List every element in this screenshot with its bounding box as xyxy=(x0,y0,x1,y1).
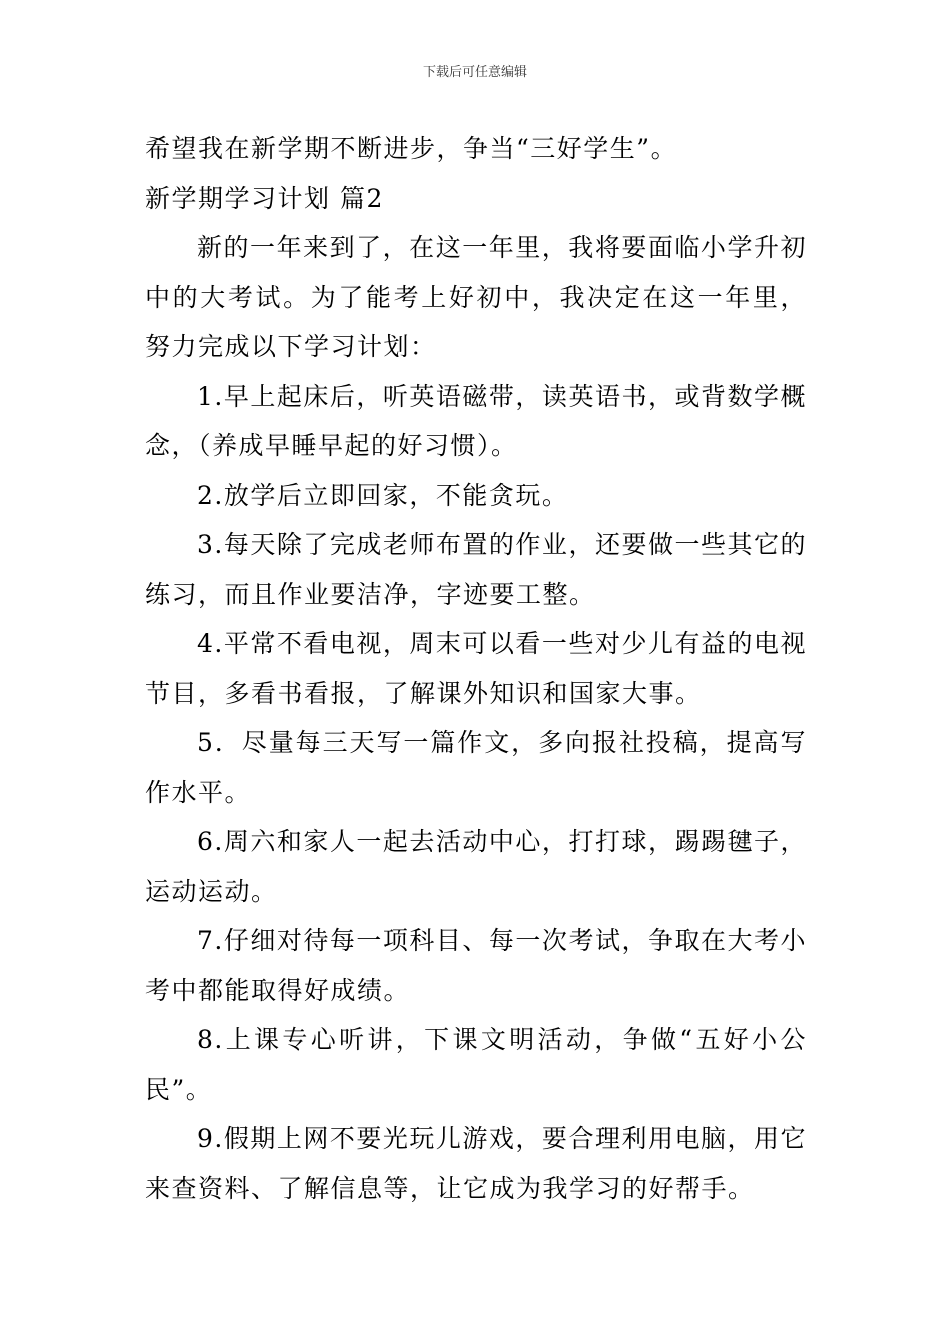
plan-item-7: 7.仔细对待每一项科目、每一次考试，争取在大考小考中都能取得好成绩。 xyxy=(145,926,807,1005)
intro-paragraph: 新的一年来到了，在这一年里，我将要面临小学升初中的大考试。为了能考上好初中，我决定在这一年里，努力完成以下学习计划： xyxy=(145,233,807,361)
plan-item-1: 1.早上起床后，听英语磁带，读英语书，或背数学概念，（养成早睡早起的好习惯）。 xyxy=(145,381,807,460)
plan-item-9: 9.假期上网不要光玩儿游戏，要合理利用电脑，用它来查资料、了解信息等，让它成为我学习的好帮手。 xyxy=(145,1124,807,1203)
plan-item-2: 2.放学后立即回家，不能贪玩。 xyxy=(197,480,569,510)
document-body xyxy=(145,124,807,1213)
closing-line: 希望我在新学期不断进步，争当“三好学生”。 xyxy=(145,134,678,163)
plan-item-4: 4.平常不看电视，周末可以看一些对少儿有益的电视节目，多看书看报，了解课外知识和国家大事。 xyxy=(145,629,807,708)
plan-item-8: 8.上课专心听讲，下课文明活动，争做“五好小公民”。 xyxy=(145,1025,807,1104)
plan-item-3: 3.每天除了完成老师布置的作业，还要做一些其它的练习，而且作业要洁净，字迹要工整。 xyxy=(145,530,807,609)
plan-item-6: 6.周六和家人一起去活动中心，打打球，踢踢毽子，运动运动。 xyxy=(145,827,807,906)
page-header: 下载后可任意编辑 xyxy=(422,65,527,80)
section-title: 新学期学习计划 篇2 xyxy=(145,183,384,213)
plan-item-5: 5．尽量每三天写一篇作文，多向报社投稿，提高写作水平。 xyxy=(145,728,807,807)
